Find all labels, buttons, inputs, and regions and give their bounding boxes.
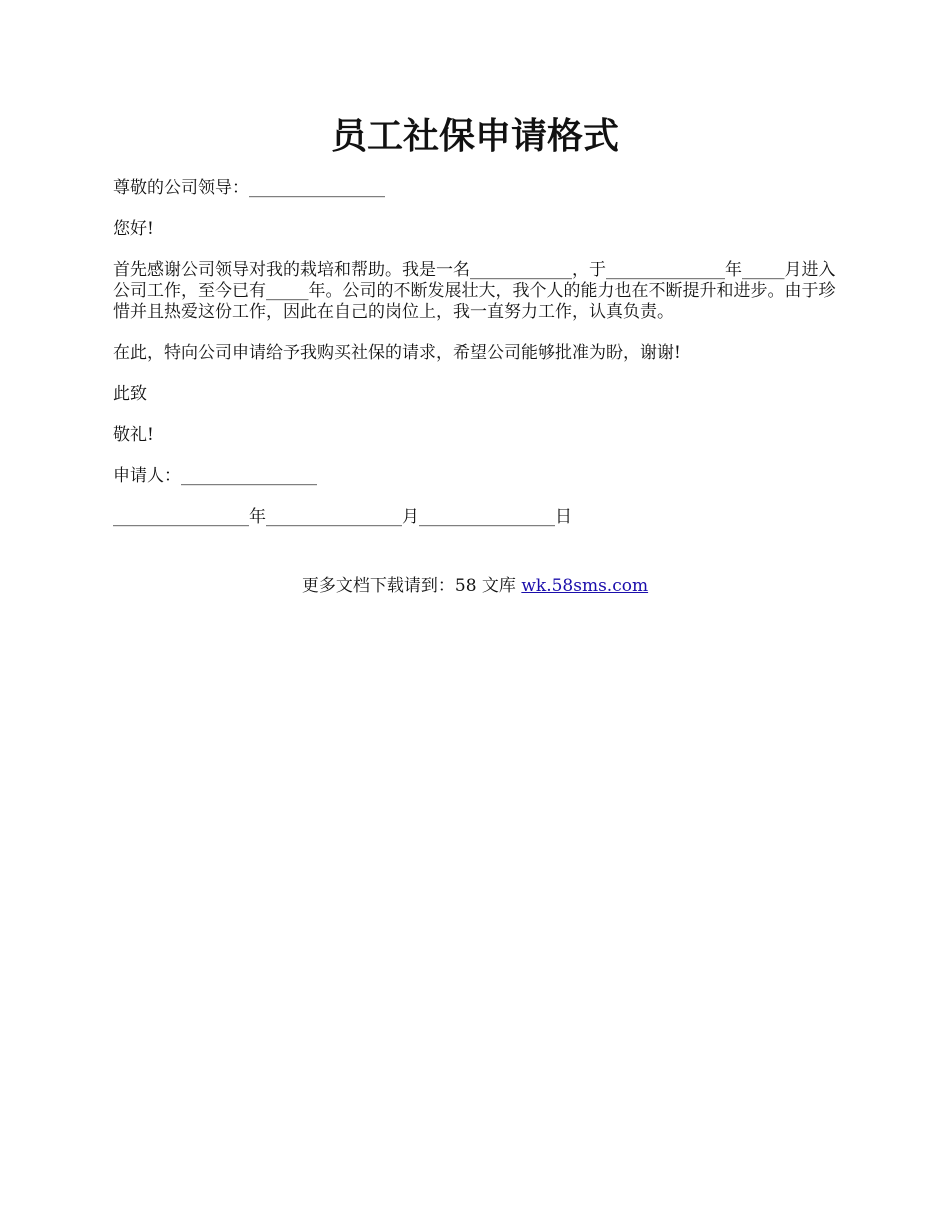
footer-prefix: 更多文档下载请到：58 文库	[301, 576, 522, 596]
closing-1: 此致	[113, 384, 147, 404]
body-paragraph-1: 首先感谢公司领导对我的栽培和帮助。我是一名____________，于______________年_____月进入公司工作，至今已有_____年。公司的不断发展壮大，我个人的能力也在不断提升和进步。由于珍惜并且热爱这份工作，因此在自己的岗位上，我一直努力工作，认真负责。	[113, 260, 836, 322]
body-paragraph-2: 在此，特向公司申请给予我购买社保的请求，希望公司能够批准为盼，谢谢!	[113, 343, 681, 363]
date-line: ________________年________________月________________日	[113, 507, 572, 527]
footer	[0, 574, 950, 598]
greeting: 您好!	[113, 219, 154, 239]
closing-2: 敬礼!	[113, 425, 154, 445]
applicant-line: 申请人：________________	[113, 466, 317, 486]
document-title: 员工社保申请格式	[330, 115, 619, 157]
document-body	[113, 178, 839, 548]
footer-link[interactable]: wk.58sms.com	[521, 576, 649, 596]
salutation: 尊敬的公司领导：________________	[113, 178, 385, 198]
